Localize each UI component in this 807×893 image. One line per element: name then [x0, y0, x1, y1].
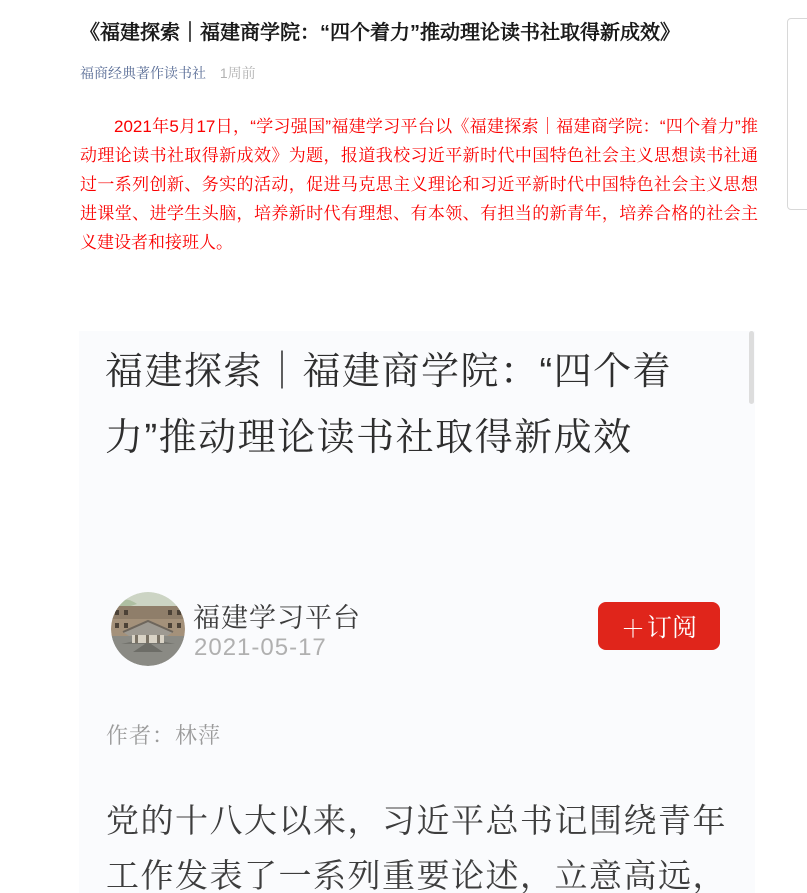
article-meta — [80, 64, 256, 82]
avatar — [111, 592, 185, 666]
subscribe-label: 订阅 — [646, 614, 697, 642]
page-title: 《福建探索｜福建商学院：“四个着力”推动理论读书社取得新成效》 — [80, 22, 680, 44]
plus-icon: ＋ — [620, 615, 645, 643]
subscribe-button[interactable] — [598, 602, 720, 650]
author-line: 作者：林萍 — [106, 723, 222, 748]
source-date: 2021-05-17 — [194, 634, 327, 661]
publish-time: 1周前 — [219, 65, 256, 81]
embed-body-line: 党的十八大以来，习近平总书记围绕青年 — [106, 802, 727, 839]
embed-body-text — [106, 793, 746, 893]
embed-body-line: 工作发表了一系列重要论述，立意高远， — [106, 857, 727, 893]
scrollbar-thumb[interactable] — [749, 331, 754, 404]
source-name: 福建学习平台 — [193, 603, 361, 633]
embedded-screenshot[interactable] — [79, 331, 755, 893]
intro-paragraph: 2021年5月17日，“学习强国”福建学习平台以《福建探索｜福建商学院：“四个着力”推动理论读书社取得新成效》为题，报道我校习近平新时代中国特色社会主义思想读书社通过一系列创新、务实的活动，促进马克思主义理论和习近平新时代中国特色社会主义思想进课堂、进学生头脑，培养新时代有理想、有本领、有担当的新青年，培养合格的社会主义建设者和接班人。 — [80, 117, 758, 252]
source-profile-row — [79, 589, 755, 669]
embed-article-title: 福建探索｜福建商学院：“四个着力”推动理论读书社取得新成效 — [105, 351, 673, 459]
floating-panel — [787, 18, 807, 210]
tulou-building-photo-icon — [111, 592, 185, 666]
account-name-link[interactable]: 福商经典著作读书社 — [80, 65, 206, 81]
